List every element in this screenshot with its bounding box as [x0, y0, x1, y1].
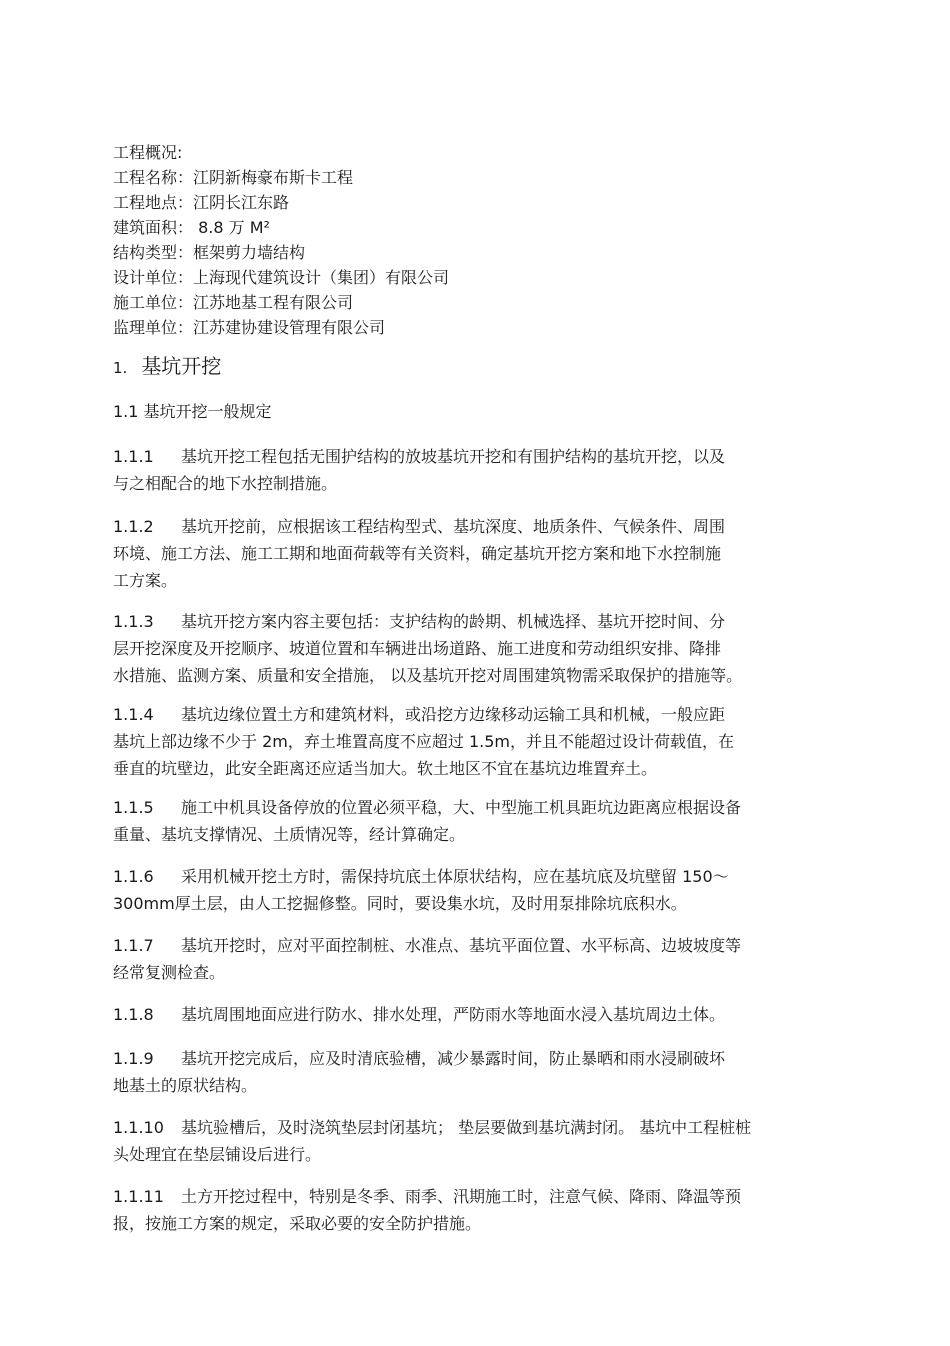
clause-line	[113, 1072, 843, 1099]
clause-line	[113, 608, 843, 635]
project-overview	[113, 140, 449, 340]
clause-paragraph	[113, 443, 843, 497]
clause-line	[113, 1114, 843, 1141]
overview-line: 结构类型：框架剪力墙结构	[113, 243, 306, 262]
clause-line	[113, 1183, 843, 1210]
clause-number: 1.1.11	[113, 1187, 164, 1206]
clause-text: 土方开挖过程中，特别是冬季、雨季、汛期施工时，注意气候、降雨、降温等预	[181, 1187, 742, 1206]
clause-number: 1.1.10	[113, 1118, 164, 1137]
clause-text: 地基土的原状结构。	[113, 1076, 258, 1095]
clause-number: 1.1.1	[113, 447, 154, 466]
clause-text: 基坑开挖工程包括无围护结构的放坡基坑开挖和有围护结构的基坑开挖，以及	[181, 447, 726, 466]
clause-paragraph	[113, 513, 843, 594]
overview-line: 监理单位：江苏建协建设管理有限公司	[113, 318, 386, 337]
clause-text: 基坑开挖前，应根据该工程结构型式、基坑深度、地质条件、气候条件、周围	[181, 517, 726, 536]
overview-line: 工程地点：江阴长江东路	[113, 193, 290, 212]
clause-paragraph	[113, 794, 843, 848]
clause-text: 采用机械开挖土方时，需保持坑底土体原状结构，应在基坑底及坑壁留 150～	[181, 867, 729, 886]
clause-text: 基坑边缘位置土方和建筑材料，或沿挖方边缘移动运输工具和机械，一般应距	[181, 705, 726, 724]
clause-line	[113, 635, 843, 662]
clause-paragraph	[113, 1114, 843, 1168]
section-title: 基坑开挖	[141, 354, 222, 378]
clause-number: 1.1.5	[113, 798, 154, 817]
clause-paragraph	[113, 1045, 843, 1099]
clause-text: 头处理宜在垫层铺设后进行。	[113, 1145, 322, 1164]
clause-text: 环境、施工方法、施工工期和地面荷载等有关资料，确定基坑开挖方案和地下水控制施	[113, 544, 722, 563]
clause-line	[113, 932, 843, 959]
clause-number: 1.1.8	[113, 1005, 154, 1024]
clause-line	[113, 567, 843, 594]
clause-text: 基坑周围地面应进行防水、排水处理，严防雨水等地面水浸入基坑周边土体。	[181, 1005, 726, 1024]
clause-text: 重量、基坑支撑情况、土质情况等，经计算确定。	[113, 825, 466, 844]
clause-text: 与之相配合的地下水控制措施。	[113, 474, 338, 493]
clause-text: 层开挖深度及开挖顺序、坡道位置和车辆进出场道路、施工进度和劳动组织安排、降排	[113, 639, 722, 658]
clause-text: 基坑开挖时，应对平面控制桩、水准点、基坑平面位置、水平标高、边坡坡度等	[181, 936, 742, 955]
clause-text: 工方案。	[113, 571, 178, 590]
clause-line	[113, 662, 843, 689]
clause-text: 基坑验槽后，及时浇筑垫层封闭基坑； 垫层要做到基坑满封闭。 基坑中工程桩桩	[181, 1118, 752, 1137]
clause-line	[113, 890, 843, 917]
clause-line	[113, 1001, 843, 1028]
clause-paragraph	[113, 863, 843, 917]
overview-line: 设计单位：上海现代建筑设计（集团）有限公司	[113, 268, 450, 287]
subsection-heading: 1.1 基坑开挖一般规定	[113, 402, 272, 421]
overview-line: 施工单位：江苏地基工程有限公司	[113, 293, 354, 312]
overview-line: 工程名称：江阴新梅豪布斯卡工程	[113, 168, 354, 187]
section-number: 1.	[113, 359, 128, 377]
clause-text: 施工中机具设备停放的位置必须平稳，大、中型施工机具距坑边距离应根据设备	[181, 798, 742, 817]
clause-line	[113, 755, 843, 782]
clause-paragraph	[113, 1001, 843, 1028]
clause-text: 经常复测检查。	[113, 963, 226, 982]
clause-line	[113, 1210, 843, 1237]
overview-heading: 工程概况:	[113, 143, 183, 162]
section-heading	[113, 352, 221, 382]
clause-line	[113, 513, 843, 540]
clause-text: 垂直的坑壁边，此安全距离还应适当加大。软土地区不宜在基坑边堆置弃土。	[113, 759, 658, 778]
clause-line	[113, 1045, 843, 1072]
clause-line	[113, 794, 843, 821]
clause-paragraph	[113, 608, 843, 689]
clause-number: 1.1.6	[113, 867, 154, 886]
clause-text: 报，按施工方案的规定，采取必要的安全防护措施。	[113, 1214, 482, 1233]
clause-text: 基坑开挖方案内容主要包括：支护结构的龄期、机械选择、基坑开挖时间、分	[181, 612, 726, 631]
clause-line	[113, 701, 843, 728]
clause-number: 1.1.4	[113, 705, 154, 724]
clause-number: 1.1.3	[113, 612, 154, 631]
clause-line	[113, 540, 843, 567]
clause-text: 水措施、监测方案、质量和安全措施， 以及基坑开挖对周围建筑物需采取保护的措施等。	[113, 666, 743, 685]
clause-line	[113, 821, 843, 848]
clause-number: 1.1.2	[113, 517, 154, 536]
clause-line	[113, 1141, 843, 1168]
clause-line	[113, 470, 843, 497]
clause-text: 300mm厚土层，由人工挖掘修整。同时，要设集水坑，及时用泵排除坑底积水。	[113, 894, 687, 913]
clause-line	[113, 959, 843, 986]
clause-number: 1.1.9	[113, 1049, 154, 1068]
clause-line	[113, 443, 843, 470]
overview-line: 建筑面积： 8.8 万 M²	[113, 218, 270, 237]
clause-number: 1.1.7	[113, 936, 154, 955]
clause-paragraph	[113, 1183, 843, 1237]
clause-text: 基坑上部边缘不少于 2m，弃土堆置高度不应超过 1.5m，并且不能超过设计荷载值，在	[113, 732, 734, 751]
clause-text: 基坑开挖完成后，应及时清底验槽，减少暴露时间，防止暴晒和雨水浸刷破坏	[181, 1049, 726, 1068]
clause-line	[113, 863, 843, 890]
clause-line	[113, 728, 843, 755]
clause-paragraph	[113, 932, 843, 986]
clause-paragraph	[113, 701, 843, 782]
